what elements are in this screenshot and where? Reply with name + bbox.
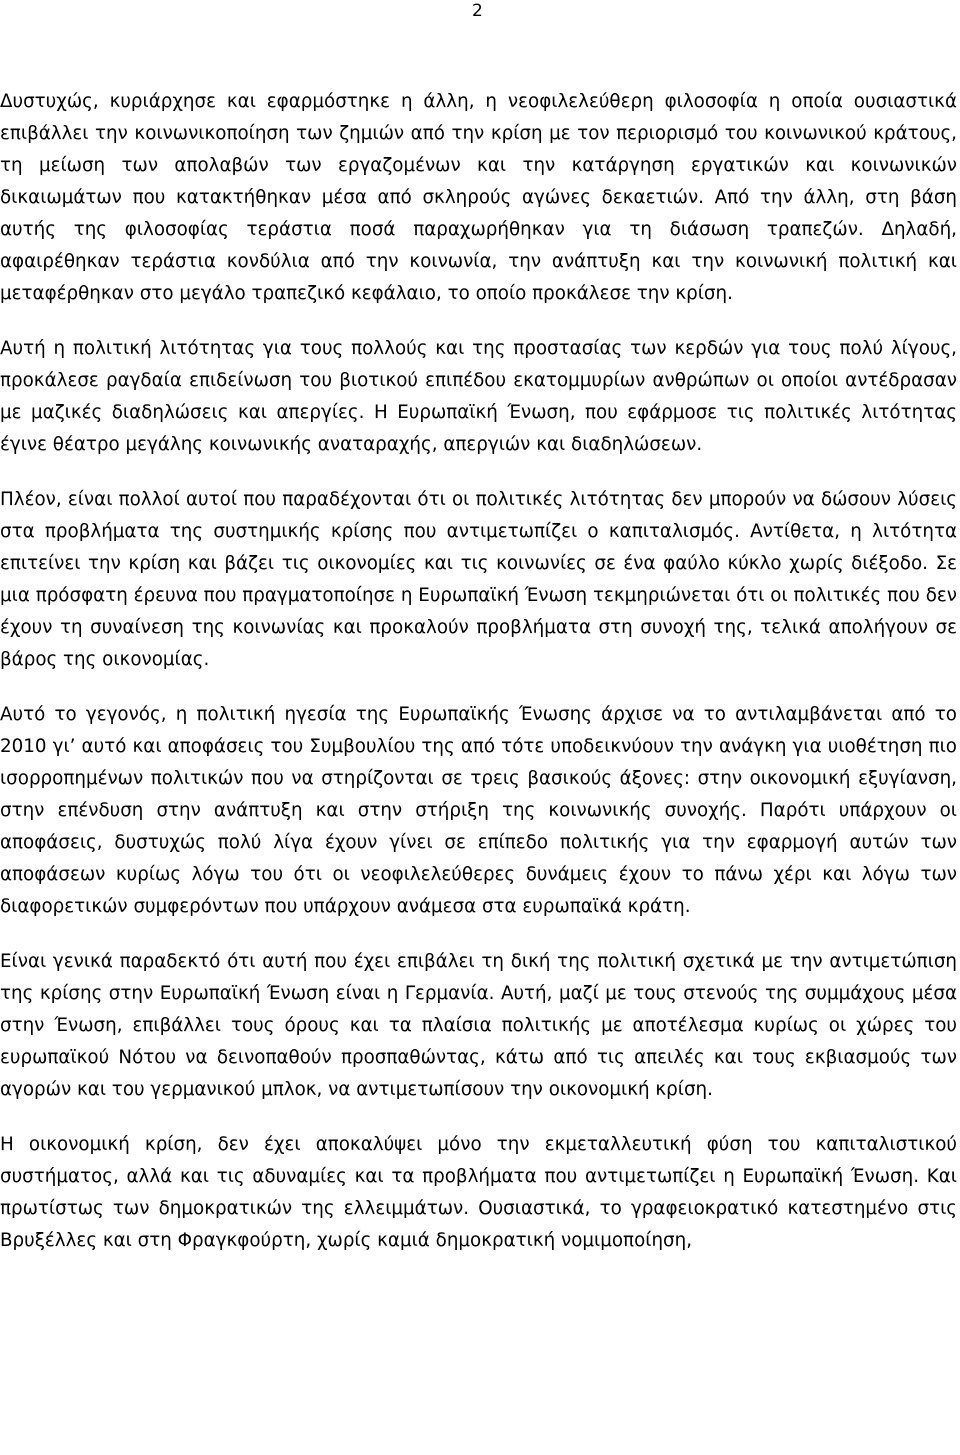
paragraph-democratic-deficit: Η οικονομική κρίση, δεν έχει αποκαλύψει μόνο την εκμεταλλευτική φύση του καπιταλιστικού συστήματος, αλλά και τις αδυναμίες και τα προβλήματα που αντιμετωπίζει η Ευρωπαϊκή Ένωση. Και πρωτίστως των δημοκρατικών της ελλειμμάτων. Ουσιαστικά, το γραφειοκρατικό κατεστημένο στις Βρυξέλλες και στη Φραγκφούρτη, χωρίς καμιά δημοκρατική νομιμοποίηση, — [0, 1134, 957, 1251]
page-number: 2 — [472, 1, 483, 21]
paragraph-vicious-circle: Πλέον, είναι πολλοί αυτοί που παραδέχονται ότι οι πολιτικές λιτότητας δεν μπορούν να δώσουν λύσεις στα προβλήματα της συστημικής κρίσης που αντιμετωπίζει ο καπιταλισμός. Αντίθετα, η λιτότητα επιτείνει την κρίση και βάζει τις οικονομίες και τις κοινωνίες σε ένα φαύλο κύκλο χωρίς διέξοδο. Σε μια πρόσφατη έρευνα που πραγματοποίησε η Ευρωπαϊκή Ένωση τεκμηριώνεται ότι οι πολιτικές που δεν έχουν τη συναίνεση της κοινωνίας και προκαλούν προβλήματα στη συνοχή της, τελικά απολήγουν σε βάρος της οικονομίας. — [0, 489, 957, 670]
paragraph-germany-policy: Είναι γενικά παραδεκτό ότι αυτή που έχει επιβάλει τη δική της πολιτική σχετικά με την αντιμετώπιση της κρίσης στην Ευρωπαϊκή Ένωση είναι η Γερμανία. Αυτή, μαζί με τους στενούς της συμμάχους μέσα στην Ένωση, επιβάλλει τους όρους και τα πλαίσια πολιτικής με αποτέλεσμα κυρίως οι χώρες του ευρωπαϊκού Νότου να δεινοπαθούν προσπαθώντας, κάτω από τις απειλές και τους εκβιασμούς των αγορών και του γερμανικού μπλοκ, να αντιμετωπίσουν την οικονομική κρίση. — [0, 951, 957, 1100]
paragraph-austerity-protests: Αυτή η πολιτική λιτότητας για τους πολλούς και της προστασίας των κερδών για τους πολύ λίγους, προκάλεσε ραγδαία επιδείνωση του βιοτικού επιπέδου εκατομμυρίων ανθρώπων οι οποίοι αντέδρασαν με μαζικές διαδηλώσεις και απεργίες. Η Ευρωπαϊκή Ένωση, που εφάρμοσε τις πολιτικές λιτότητας έγινε θέατρο μεγάλης κοινωνικής αναταραχής, απεργιών και διαδηλώσεων. — [0, 338, 957, 455]
paragraph-austerity-philosophy: Δυστυχώς, κυριάρχησε και εφαρμόστηκε η άλλη, η νεοφιλελεύθερη φιλοσοφία η οποία ουσιαστικά επιβάλλει την κοινωνικοποίηση των ζημιών από την κρίση με τον περιορισμό του κοινωνικού κράτους, τη μείωση των απολαβών των εργαζομένων και την κατάργηση εργατικών και κοινωνικών δικαιωμάτων που κατακτήθηκαν μέσα από σκληρούς αγώνες δεκαετιών. Από την άλλη, στη βάση αυτής της φιλοσοφίας τεράστια ποσά παραχωρήθηκαν για τη διάσωση τραπεζών. Δηλαδή, αφαιρέθηκαν τεράστια κονδύλια από την κοινωνία, την ανάπτυξη και την κοινωνική πολιτική και μεταφέρθηκαν στο μεγάλο τραπεζικό κεφάλαιο, το οποίο προκάλεσε την κρίση. — [0, 91, 957, 304]
document-body — [0, 86, 957, 1257]
paragraph-eu-leadership: Αυτό το γεγονός, η πολιτική ηγεσία της Ευρωπαϊκής Ένωσης άρχισε να το αντιλαμβάνεται από το 2010 γι’ αυτό και αποφάσεις του Συμβουλίου της από τότε υποδεικνύουν την ανάγκη για υιοθέτηση πιο ισορροπημένων πολιτικών που να στηρίζονται σε τρεις βασικούς άξονες: στην οικονομική εξυγίανση, στην επένδυση στην ανάπτυξη και στην στήριξη της κοινωνικής συνοχής. Παρότι υπάρχουν οι αποφάσεις, δυστυχώς πολύ λίγα έχουν γίνει σε επίπεδο πολιτικής για την εφαρμογή αυτών των αποφάσεων κυρίως λόγω του ότι οι νεοφιλελεύθερες δυνάμεις έχουν το πάνω χέρι και λόγω των διαφορετικών συμφερόντων που υπάρχουν ανάμεσα στα ευρωπαϊκά κράτη. — [0, 704, 957, 917]
